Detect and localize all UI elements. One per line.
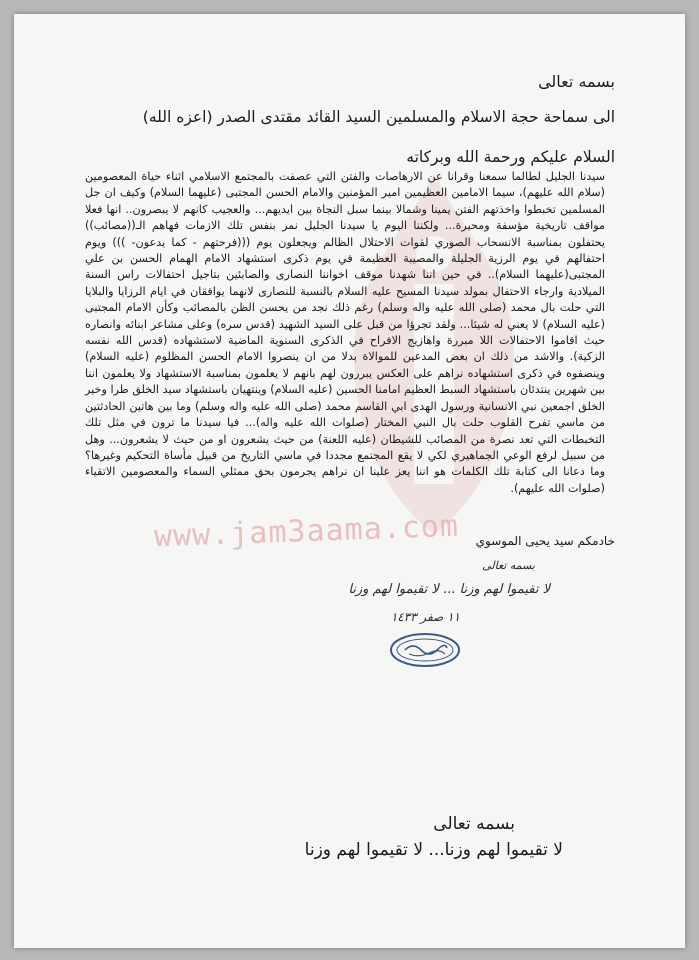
handwritten-date: ١١ صفر ١٤٣٣: [390, 610, 460, 624]
typed-reply-slogan: لا تقيموا لهم وزنا... لا تقيموا لهم وزنا: [304, 840, 563, 860]
letter-page: [14, 14, 685, 948]
letter-recipient: الى سماحة حجة الاسلام والمسلمين السيد القائد مقتدى الصدر (اعزه الله): [142, 108, 615, 126]
handwritten-reply: لا تقيموا لهم وزنا ... لا تقيموا لهم وزنا: [348, 582, 550, 597]
letter-body-paragraph: سيدنا الجليل لطالما سمعنا وقرانا عن الارهاصات والفتن التي عصفت بالمجتمع الاسلامي اثناء حياة المعصومين (سلام الله عليهم)، سيما الامامين العظيمين امير المؤمنين والامام الحسن المجتبى (عليهما السلام) وكيف ان جل المسلمين تخبطوا واخذتهم الفتن يمينا وشمالا بينما سبل النجاة بين ايديهم... والعجيب كانهم لا يبصرون.. انها فعلا مواقف تاريخية مؤسفة ومحيرة... ولكننا اليوم يا سيدنا الجليل نمر بنفس تلك الازمات فهاهم الـ((مصائب)) يحتفلون بمناسبة الانسحاب الصوري لقوات الاحتلال الظالم ويجعلون يوم (((فرحتهم - كما يدعون- ))) ويوم احتفالهم في يوم الرزية الجليلة والمصيبة العظيمة في يوم ذكرى استشهاد الامام الهمام الحسن بن علي المجتبى(عليهما السلام).. في حين اننا شهدنا موقف اخواننا النصارى والصابئين بتاجيل احتفالات راس السنة الميلادية وارجاء الاحتفال بمولد سيدنا المسيح عليه السلام بالنسبة للنصارى لانهما يوافقان في ايام الرزايا والبلايا التي حلت بال محمد (صلى الله عليه واله وسلم) رغم ذلك نجد من يحسن الظن بالمصائب وكأن الامام المجتبى (عليه السلام) لا يعني له شيئا... ولقد تجرؤا من قبل على السيد الشهيد (قدس سره) وعلى مشاعر ابنائه وانصاره حيث اقاموا الاحتفالات اللا مبررة واهازيج الافراح في الذكرى السنوية الماضية لاستشهاده (قدس الله نفسه الزكية). والاشد من ذلك ان بعض المدعين للموالاة بدلا من ان ينصروا الامام الحسن المظلوم (عليه السلام) وينصفوه في ذكرى استشهاده نراهم على العكس يبررون لهم بانهم لا يعلمون بمناسبة الاستشهاد ولا يعلمون اننا بين شهرين ينتدئان باستشهاد السبط العظيم امامنا الحسين (عليه السلام) وينتهيان باستشهاد سيد الخلق طرا وخير الخلق اجمعين نبي الانسانية ورسول الهدى ابي القاسم محمد (صلى الله عليه واله وسلم) وما بين هاتين الحادثتين من ماسي تفرح القلوب حلت بال النبي المختار (صلوات الله عليه واله)... فيا سيدنا ما ترون في مثل تلك التخبطات التي تعد نصرة من المصائب للشيطان (عليه اللعنة) من حيث يشعرون او من حيث لا يشعرون... وهل من سبيل لرفع الوعي الجماهيري لكي لا يقع المجتمع مجددا في ماسي التاريخ من قبيل مأساة التحكيم وغيرها؟ وما دعانا الى كتابة تلك الكلمات هو اننا يعز علينا ان نراهم يجرمون بحق ممثلي السماء والمعصومين الاتقياء (صلوات الله عليهم).: [85, 170, 605, 495]
letter-basmala: بسمه تعالى: [538, 72, 615, 91]
watermark-url: www.jam3aama.com: [153, 508, 460, 555]
letter-body: [85, 169, 605, 497]
sender-signature: خادمكم سيد يحيى الموسوي: [475, 534, 615, 548]
letter-greeting: السلام عليكم ورحمة الله وبركاته: [406, 148, 615, 166]
handwritten-basmala: بسمه تعالى: [482, 559, 535, 572]
typed-reply-basmala: بسمه تعالى: [433, 814, 515, 834]
official-seal-icon: [389, 632, 461, 668]
